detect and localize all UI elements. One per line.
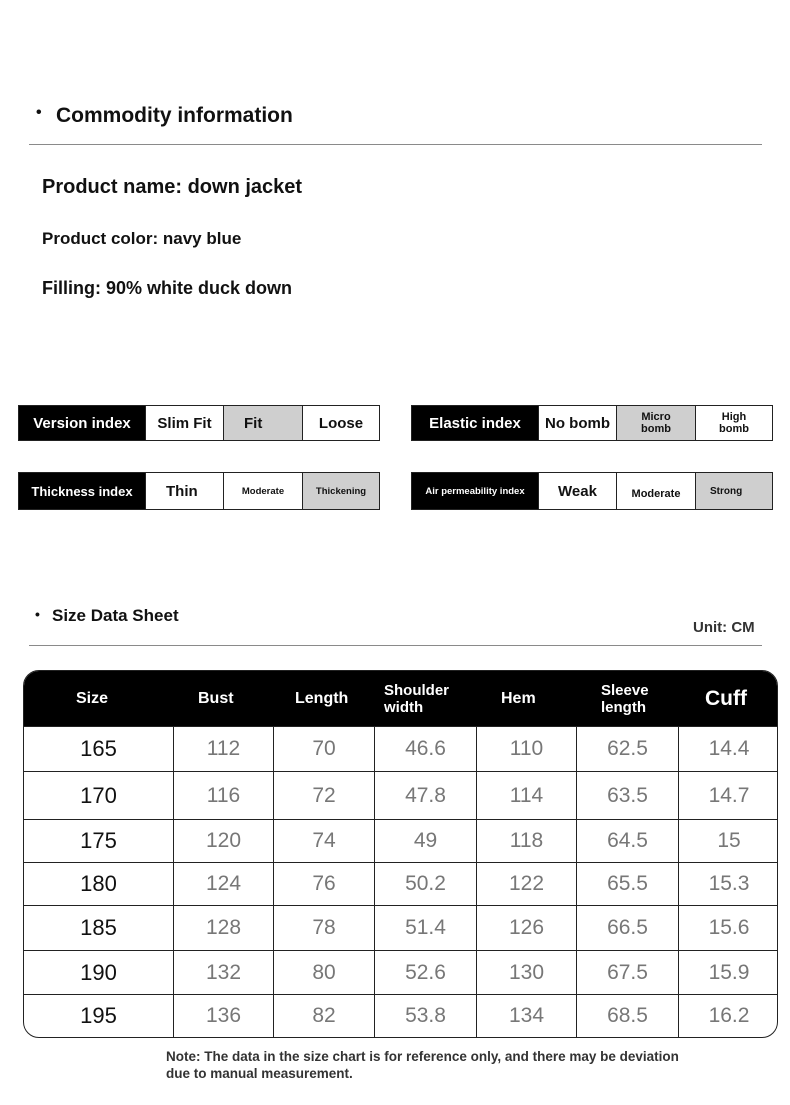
table-cell: 170 <box>80 782 117 808</box>
thickness-index-label: Thickness index <box>19 473 145 509</box>
table-cell: 136 <box>173 995 273 1037</box>
table-cell: 116 <box>173 772 273 819</box>
table-cell: 195 <box>80 1003 117 1028</box>
table-cell: 185 <box>80 915 117 940</box>
table-cell: 80 <box>273 951 374 994</box>
table-cell: 15.6 <box>678 906 778 950</box>
table-cell: 50.2 <box>374 863 476 905</box>
table-cell: 180 <box>80 871 117 896</box>
table-row <box>24 905 777 950</box>
air-option-weak: Weak <box>538 473 616 509</box>
column-header-cuff: Cuff <box>705 687 747 710</box>
thickness-option-thickening: Thickening <box>302 473 379 509</box>
product-color: Product color: navy blue <box>42 229 242 248</box>
unit-label: Unit: CM <box>693 619 755 636</box>
table-row <box>24 994 777 1037</box>
table-row <box>24 950 777 994</box>
size-sheet-divider <box>29 645 762 646</box>
table-cell: 15 <box>678 820 778 862</box>
elastic-index <box>411 405 773 441</box>
air-option-moderate: Moderate <box>616 473 695 509</box>
version-index-label: Version index <box>19 406 145 440</box>
table-cell: 14.4 <box>678 727 778 771</box>
table-cell: 47.8 <box>374 772 476 819</box>
table-cell: 68.5 <box>576 995 678 1037</box>
table-cell: 67.5 <box>576 951 678 994</box>
table-cell: 76 <box>273 863 374 905</box>
table-cell: 175 <box>80 828 117 853</box>
table-cell: 52.6 <box>374 951 476 994</box>
air-permeability-index-label: Air permeability index <box>412 473 538 509</box>
elastic-option-no-bomb: No bomb <box>538 406 616 440</box>
table-cell: 63.5 <box>576 772 678 819</box>
thickness-index <box>18 472 380 510</box>
thickness-option-thin: Thin <box>145 473 223 509</box>
product-name: Product name: down jacket <box>42 176 303 198</box>
table-row <box>24 771 777 819</box>
table-cell: 134 <box>476 995 576 1037</box>
product-filling: Filling: 90% white duck down <box>42 278 293 298</box>
size-table <box>23 670 778 1038</box>
column-header-sleeve-length: Sleeve length <box>601 681 649 716</box>
elastic-option-high-bomb: High bomb <box>695 406 772 440</box>
air-permeability-index <box>411 472 773 510</box>
thickness-option-moderate: Moderate <box>223 473 302 509</box>
table-cell: 15.3 <box>678 863 778 905</box>
column-header-length: Length <box>295 690 349 707</box>
table-cell: 132 <box>173 951 273 994</box>
table-row <box>24 726 777 771</box>
table-cell: 190 <box>80 959 117 985</box>
table-row <box>24 862 777 905</box>
column-header-shoulder-width: Shoulder width <box>384 681 450 716</box>
table-cell: 64.5 <box>576 820 678 862</box>
table-cell: 128 <box>173 906 273 950</box>
table-cell: 51.4 <box>374 906 476 950</box>
table-cell: 74 <box>273 820 374 862</box>
version-option-loose: Loose <box>302 406 379 440</box>
version-option-fit: Fit <box>223 406 302 440</box>
size-sheet-title: Size Data Sheet <box>52 606 179 625</box>
table-cell: 118 <box>476 820 576 862</box>
table-cell: 122 <box>476 863 576 905</box>
air-option-strong: Strong <box>695 473 772 509</box>
size-note: Note: The data in the size chart is for reference only, and there may be deviation due to manual measurement. <box>166 1049 679 1081</box>
size-table-header <box>24 671 777 726</box>
table-cell: 53.8 <box>374 995 476 1037</box>
table-cell: 130 <box>476 951 576 994</box>
column-header-hem: Hem <box>501 690 536 707</box>
table-cell: 62.5 <box>576 727 678 771</box>
table-cell: 124 <box>173 863 273 905</box>
table-cell: 66.5 <box>576 906 678 950</box>
size-sheet-bullet: • <box>35 606 40 622</box>
table-row <box>24 819 777 862</box>
table-cell: 46.6 <box>374 727 476 771</box>
version-index <box>18 405 380 441</box>
column-header-size: Size <box>76 690 109 707</box>
table-cell: 49 <box>374 820 476 862</box>
elastic-option-micro-bomb: Micro bomb <box>616 406 695 440</box>
table-cell: 112 <box>173 727 273 771</box>
table-cell: 72 <box>273 772 374 819</box>
commodity-bullet: • <box>36 104 42 121</box>
table-cell: 110 <box>476 727 576 771</box>
column-header-bust: Bust <box>198 690 234 707</box>
table-cell: 70 <box>273 727 374 771</box>
table-cell: 114 <box>476 772 576 819</box>
table-cell: 15.9 <box>678 951 778 994</box>
table-cell: 120 <box>173 820 273 862</box>
table-cell: 126 <box>476 906 576 950</box>
commodity-title: Commodity information <box>56 104 293 127</box>
version-option-slim-fit: Slim Fit <box>145 406 223 440</box>
table-cell: 82 <box>273 995 374 1037</box>
table-cell: 165 <box>80 736 117 761</box>
table-cell: 78 <box>273 906 374 950</box>
table-cell: 65.5 <box>576 863 678 905</box>
table-cell: 14.7 <box>678 772 778 819</box>
table-cell: 16.2 <box>678 995 778 1037</box>
elastic-index-label: Elastic index <box>412 406 538 440</box>
commodity-divider <box>29 144 762 145</box>
